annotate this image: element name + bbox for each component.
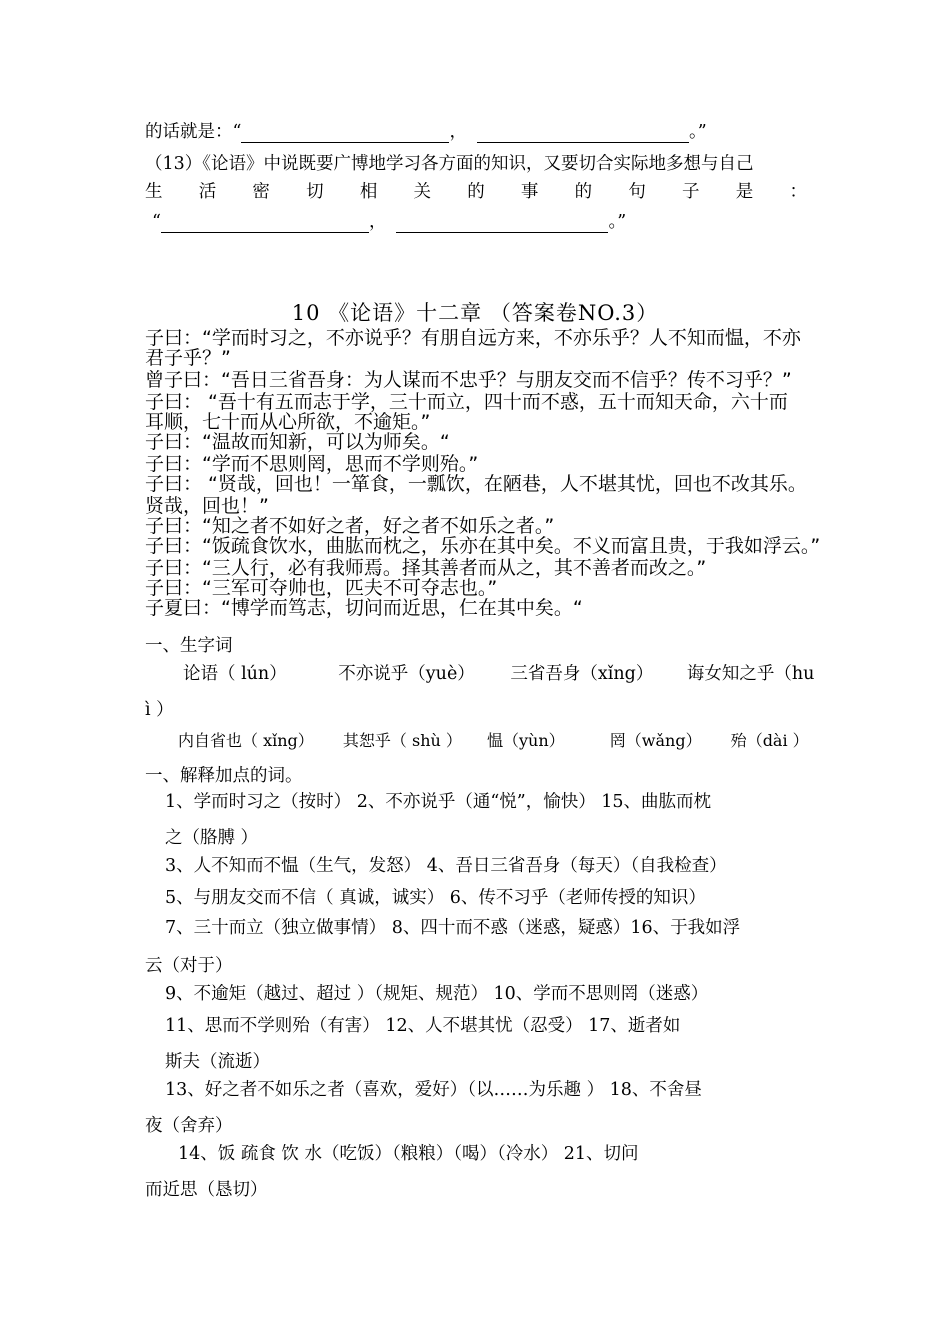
text-line: 子曰：“学而不思则罔，思而不学则殆。” <box>145 453 479 475</box>
explain-line: 13、好之者不如乐之者（喜欢，爱好）（以……为乐趣 ） 18、不舍昼 <box>165 1080 702 1100</box>
text-line: 子曰： “吾十有五而志于学，三十而立，四十而不惑，五十而知天命，六十而 <box>145 391 788 413</box>
vocab-row-1-wrap: ì ） <box>145 700 174 720</box>
vocab-item: 内自省也（ xǐng） <box>178 731 314 750</box>
vocab-item: 三省吾身（xǐng） <box>510 664 654 684</box>
spread-char: 活 <box>198 182 217 202</box>
explain-line: 夜（舍弃） <box>145 1116 233 1136</box>
line-separator: ， <box>449 122 467 142</box>
text-line: 子曰：“三人行，必有我师焉。择其善者而从之，其不善者而改之。” <box>145 557 707 579</box>
explain-line: 9、不逾矩（越过、超过 ）（规矩、规范） 10、学而不思则罔（迷惑） <box>165 984 709 1004</box>
fill-in-line-13 <box>152 208 814 233</box>
question-13-spread-line <box>145 178 807 203</box>
text-line: 耳顺，七十而从心所欲，不逾矩。” <box>145 411 431 433</box>
answer-blank[interactable] <box>161 215 369 233</box>
text-line: 子曰：“三军可夺帅也，匹夫不可夺志也。” <box>145 577 498 599</box>
line-end: 。” <box>688 122 707 142</box>
vocab-row-2 <box>178 728 807 751</box>
section-heading-explain: 一、解释加点的词。 <box>145 766 303 786</box>
answer-blank[interactable] <box>477 125 689 143</box>
explain-line: 之（胳膊 ） <box>165 828 259 848</box>
text-line: 子夏曰：“博学而笃志，切问而近思，仁在其中矣。“ <box>145 597 583 619</box>
text-line: 曾子曰：“吾日三省吾身：为人谋而不忠乎？与朋友交而不信乎？传不习乎？” <box>145 369 792 391</box>
line-end: 。” <box>608 212 627 232</box>
text-line: 子曰：“知之者不如好之者，好之者不如乐之者。” <box>145 515 555 537</box>
vocab-item: 诲女知之乎（hu <box>686 664 815 684</box>
spread-char: 子 <box>682 182 700 202</box>
answer-blank[interactable] <box>396 215 608 233</box>
vocab-item: 论语（ lún） <box>183 664 287 684</box>
spread-char: 生 <box>145 182 163 202</box>
spread-char: 关 <box>413 182 432 202</box>
vocab-item: 罔（wǎng） <box>609 731 702 750</box>
text-line: 子曰：“温故而知新，可以为师矣。“ <box>145 431 450 453</box>
chapter-title: 10 《论语》十二章 （答案卷NO.3） <box>291 301 659 325</box>
question-13: （13）《论语》中说既要广博地学习各方面的知识，又要切合实际地多想与自己 <box>145 154 754 174</box>
explain-line: 云（对于） <box>145 956 233 976</box>
spread-char: 相 <box>359 182 378 202</box>
spread-char: 是 <box>735 182 754 202</box>
spread-char: ： <box>789 182 807 202</box>
explain-line: 而近思（恳切） <box>145 1180 268 1200</box>
spread-char: 密 <box>252 182 270 202</box>
text-line: 子曰： “贤哉，回也！一箪食，一瓢饮，在陋巷，人不堪其忧，回也不改其乐。 <box>145 473 807 495</box>
line-separator: ， <box>368 212 387 232</box>
explain-line: 7、三十而立（独立做事情） 8、四十而不惑（迷惑，疑惑）16、于我如浮 <box>165 918 741 938</box>
vocab-item: 愠（yùn） <box>487 731 565 750</box>
text-line: 子曰：“学而时习之，不亦说乎？有朋自远方来，不亦乐乎？人不知而愠，不亦 <box>145 327 801 349</box>
text-line: 君子乎？” <box>145 347 231 369</box>
text-line: 子曰：“饭疏食饮水，曲肱而枕之，乐亦在其中矣。不义而富且贵，于我如浮云。” <box>145 535 821 557</box>
text-line: 贤哉，回也！” <box>145 495 269 517</box>
explain-line: 3、人不知而不愠（生气，发怒） 4、吾日三省吾身（每天）（自我检查） <box>165 856 727 876</box>
answer-blank[interactable] <box>241 125 449 143</box>
spread-char: 切 <box>306 182 324 202</box>
explain-line: 14、饭 疏食 饮 水（吃饭）（粮粮）（喝）（冷水） 21、切问 <box>178 1144 639 1164</box>
section-heading-vocab: 一、生字词 <box>145 636 233 656</box>
spread-char: 的 <box>574 182 593 202</box>
fill-in-line-12 <box>145 118 807 143</box>
explain-line: 1、学而时习之（按时） 2、不亦说乎（通“悦”，愉快） 15、曲肱而枕 <box>165 792 712 812</box>
spread-char: 的 <box>467 182 485 202</box>
explain-line: 斯夫（流逝） <box>165 1052 270 1072</box>
line-prefix: 的话就是：“ <box>145 122 242 142</box>
vocab-row-1 <box>183 660 815 685</box>
line-prefix: “ <box>152 212 161 232</box>
explain-line: 5、与朋友交而不信（ 真诚，诚实） 6、传不习乎（老师传授的知识） <box>165 888 706 908</box>
explain-line: 11、思而不学则殆（有害） 12、人不堪其忧（忍受） 17、逝者如 <box>165 1016 681 1036</box>
spread-char: 句 <box>628 182 646 202</box>
vocab-item: 殆（dài ） <box>730 731 809 750</box>
vocab-item: 其恕乎（ shù ） <box>342 731 462 750</box>
spread-char: 事 <box>520 182 539 202</box>
vocab-item: 不亦说乎（yuè） <box>338 664 475 684</box>
